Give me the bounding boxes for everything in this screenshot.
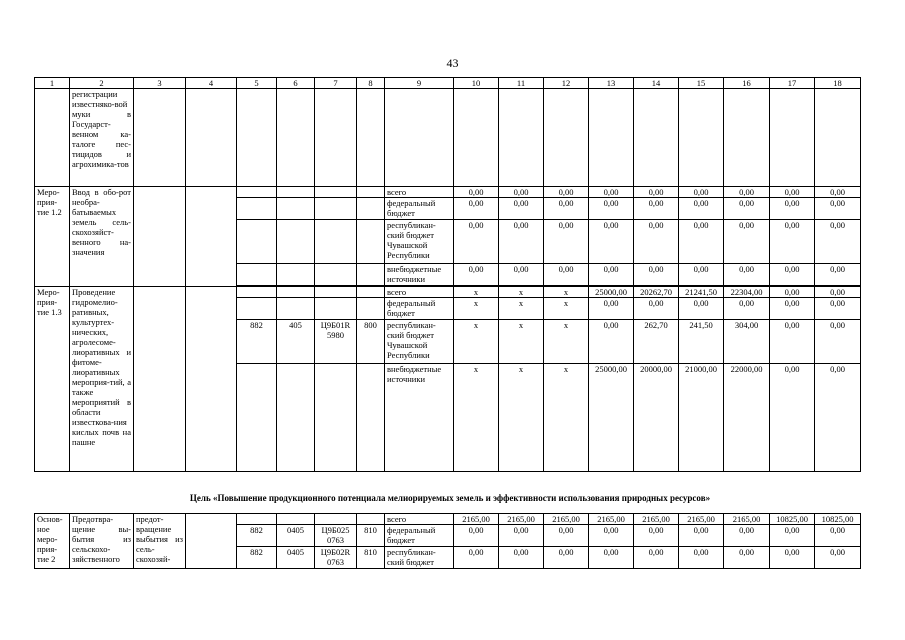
value-cell: 0,00	[544, 187, 589, 198]
section-code	[277, 514, 315, 525]
value-cell: 0,00	[724, 547, 770, 569]
table-row	[35, 514, 861, 525]
value-cell: x	[499, 287, 544, 298]
column-number: 7	[315, 78, 357, 89]
value-cell: 0,00	[770, 220, 815, 264]
value-cell: 0,00	[589, 198, 634, 220]
column-numbers-row	[35, 78, 861, 89]
value-cell: 10825,00	[770, 514, 815, 525]
value-cell: 241,50	[679, 320, 724, 364]
value-cell: 0,00	[499, 525, 544, 547]
value-cell: x	[544, 298, 589, 320]
value-cell: 0,00	[679, 198, 724, 220]
funding-source: всего	[385, 514, 454, 525]
value-cell: 2165,00	[454, 514, 499, 525]
value-cell: 0,00	[815, 320, 861, 364]
value-cell: 0,00	[589, 187, 634, 198]
value-cell: 0,00	[634, 220, 679, 264]
value-cell: x	[454, 298, 499, 320]
value-cell: 0,00	[499, 547, 544, 569]
table-row	[35, 89, 861, 187]
value-cell: 0,00	[499, 187, 544, 198]
value-cell: 2165,00	[679, 514, 724, 525]
column-number: 9	[385, 78, 454, 89]
budget-table-continued	[34, 513, 861, 569]
measure-number: Основ-ное меро-прия-тие 2	[35, 514, 70, 569]
funding-source: республикан-ский бюджет Чувашской Республики	[385, 220, 454, 264]
value-cell: 0,00	[815, 220, 861, 264]
column-number: 18	[815, 78, 861, 89]
value-cell: 2165,00	[589, 514, 634, 525]
column-number: 17	[770, 78, 815, 89]
value-cell: x	[454, 320, 499, 364]
value-cell: 0,00	[770, 320, 815, 364]
value-cell: 0,00	[770, 364, 815, 472]
funding-source: всего	[385, 187, 454, 198]
column-number: 1	[35, 78, 70, 89]
column-number: 11	[499, 78, 544, 89]
value-cell: 2165,00	[634, 514, 679, 525]
table-row	[35, 187, 861, 198]
value-cell: 0,00	[724, 198, 770, 220]
value-cell: 0,00	[589, 525, 634, 547]
table-row	[35, 287, 861, 298]
target-article-code: Ц9Б02R 0763	[315, 547, 357, 569]
value-cell: 0,00	[815, 264, 861, 286]
value-cell: 0,00	[815, 525, 861, 547]
section-code: 0405	[277, 525, 315, 547]
funding-source: республикан-ский бюджет Чувашской Республики	[385, 320, 454, 364]
value-cell: 0,00	[544, 525, 589, 547]
value-cell: 21241,50	[679, 287, 724, 298]
budget-table	[34, 77, 861, 472]
value-cell: 0,00	[634, 187, 679, 198]
value-cell: 0,00	[679, 187, 724, 198]
section-code: 405	[277, 320, 315, 364]
column-number: 13	[589, 78, 634, 89]
value-cell: 0,00	[589, 298, 634, 320]
value-cell: 0,00	[770, 198, 815, 220]
value-cell: 0,00	[634, 547, 679, 569]
value-cell: 0,00	[770, 187, 815, 198]
value-cell: 2165,00	[499, 514, 544, 525]
value-cell: 0,00	[770, 547, 815, 569]
measure-description: регистрации известняко-вой муки в Государст-венном ка-талоге пес-тицидов и агрохимика-тов	[70, 89, 134, 187]
value-cell: 0,00	[724, 298, 770, 320]
page-number: 43	[446, 56, 459, 70]
funding-source: федеральный бюджет	[385, 525, 454, 547]
column-number: 5	[237, 78, 277, 89]
value-cell: 0,00	[634, 264, 679, 286]
measure-number: Меро-прия-тие 1.2	[35, 187, 70, 287]
column-number: 15	[679, 78, 724, 89]
value-cell: 0,00	[544, 220, 589, 264]
value-cell: 0,00	[815, 198, 861, 220]
value-cell: x	[499, 298, 544, 320]
value-cell: 10825,00	[815, 514, 861, 525]
value-cell: 0,00	[454, 547, 499, 569]
value-cell: 21000,00	[679, 364, 724, 472]
value-cell: x	[454, 364, 499, 472]
measure-purpose: предот-вращение выбытия из сель-скохозяй-	[134, 514, 186, 569]
value-cell: 20262,70	[634, 287, 679, 298]
goal-heading: Цель «Повышение продукционного потенциала мелиорируемых земель и эффективности использования природных ресурсов»	[189, 493, 711, 503]
column-number: 4	[186, 78, 237, 89]
funding-source: внебюджетные источники	[385, 364, 454, 472]
column-number: 16	[724, 78, 770, 89]
measure-number: Меро-прия-тие 1.3	[35, 287, 70, 472]
funding-source: всего	[385, 287, 454, 298]
measure-description: Проведение гидромелио-ративных, культуртех-нических, агролесоме-лиоративных и фитоме-лиоративных мероприя-тий, а также мероприятий в области известкова-ния кислых почв на пашне	[70, 287, 134, 472]
value-cell: x	[499, 320, 544, 364]
measure-description: Предотвра-щение вы-бытия из сельскохо-зяйственного	[70, 514, 134, 569]
column-number: 14	[634, 78, 679, 89]
ministry-code: 882	[237, 320, 277, 364]
value-cell: x	[454, 287, 499, 298]
target-article-code: Ц9Б01R 5980	[315, 320, 357, 364]
ministry-code	[237, 514, 277, 525]
value-cell: 0,00	[770, 287, 815, 298]
value-cell: 0,00	[589, 220, 634, 264]
value-cell: 22304,00	[724, 287, 770, 298]
value-cell: 0,00	[815, 364, 861, 472]
value-cell: 0,00	[589, 264, 634, 286]
value-cell: 0,00	[679, 220, 724, 264]
value-cell: 0,00	[544, 198, 589, 220]
value-cell: 20000,00	[634, 364, 679, 472]
value-cell: 0,00	[679, 298, 724, 320]
target-article-code	[315, 514, 357, 525]
value-cell: 0,00	[770, 298, 815, 320]
funding-source: республикан-ский бюджет	[385, 547, 454, 569]
value-cell: 304,00	[724, 320, 770, 364]
value-cell: 0,00	[454, 525, 499, 547]
target-article-code: Ц9Б025 0763	[315, 525, 357, 547]
value-cell: 25000,00	[589, 364, 634, 472]
column-number: 6	[277, 78, 315, 89]
value-cell: 0,00	[724, 220, 770, 264]
value-cell: 25000,00	[589, 287, 634, 298]
measure-description: Ввод в обо-рот необра-батываемых земель сель-скохозяйст-венного на-значения	[70, 187, 134, 287]
value-cell: x	[544, 287, 589, 298]
value-cell: 0,00	[589, 547, 634, 569]
value-cell: 262,70	[634, 320, 679, 364]
value-cell: 2165,00	[724, 514, 770, 525]
value-cell: 22000,00	[724, 364, 770, 472]
value-cell: 0,00	[770, 525, 815, 547]
value-cell: 0,00	[634, 198, 679, 220]
ministry-code: 882	[237, 547, 277, 569]
value-cell: 0,00	[544, 547, 589, 569]
value-cell: 0,00	[815, 287, 861, 298]
value-cell: 0,00	[634, 298, 679, 320]
funding-source: федеральный бюджет	[385, 198, 454, 220]
expense-type-code: 800	[357, 320, 385, 364]
value-cell: 0,00	[724, 525, 770, 547]
value-cell: 0,00	[815, 187, 861, 198]
value-cell: 0,00	[815, 298, 861, 320]
value-cell: 0,00	[544, 264, 589, 286]
column-number: 3	[134, 78, 186, 89]
ministry-code: 882	[237, 525, 277, 547]
value-cell: x	[544, 320, 589, 364]
value-cell: 0,00	[679, 525, 724, 547]
value-cell: 0,00	[454, 264, 499, 286]
value-cell: 0,00	[499, 264, 544, 286]
expense-type-code: 810	[357, 525, 385, 547]
value-cell: 0,00	[724, 264, 770, 286]
value-cell: 0,00	[679, 547, 724, 569]
value-cell: 0,00	[454, 187, 499, 198]
expense-type-code: 810	[357, 547, 385, 569]
funding-source: внебюджетные источники	[385, 264, 454, 286]
value-cell: 0,00	[679, 264, 724, 286]
section-code: 0405	[277, 547, 315, 569]
value-cell: x	[499, 364, 544, 472]
value-cell: 0,00	[454, 220, 499, 264]
column-number: 8	[357, 78, 385, 89]
column-number: 2	[70, 78, 134, 89]
value-cell: 0,00	[724, 187, 770, 198]
value-cell: 0,00	[634, 525, 679, 547]
value-cell: 0,00	[499, 220, 544, 264]
column-number: 10	[454, 78, 499, 89]
value-cell: 0,00	[770, 264, 815, 286]
value-cell: 0,00	[815, 547, 861, 569]
value-cell: 0,00	[454, 198, 499, 220]
column-number: 12	[544, 78, 589, 89]
value-cell: 0,00	[499, 198, 544, 220]
value-cell: 0,00	[589, 320, 634, 364]
value-cell: 2165,00	[544, 514, 589, 525]
funding-source: федеральный бюджет	[385, 298, 454, 320]
expense-type-code	[357, 514, 385, 525]
value-cell: x	[544, 364, 589, 472]
